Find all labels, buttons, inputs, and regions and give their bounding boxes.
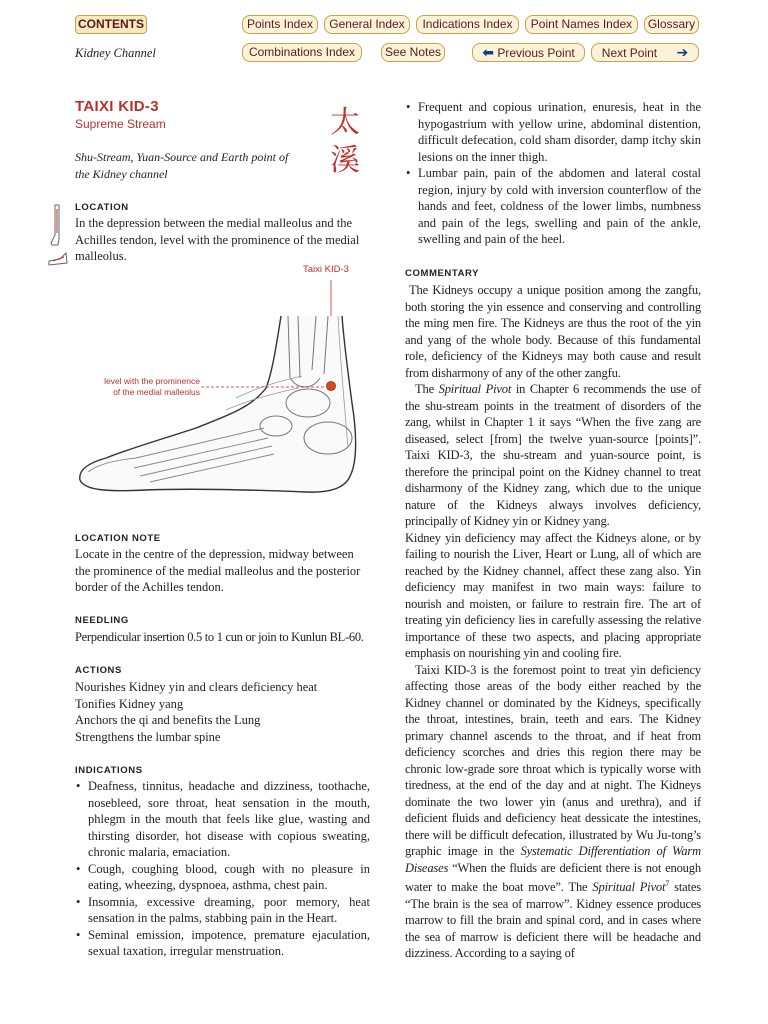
indication-item: • Lumbar pain, pain of the abdomen and lateral costal region, injury by cold with inversion counterflow of the hands and feet, coldness of the lower limbs, numbness and pain of the legs, swelling and pain of the ankle, swelling and pain of the heel.: [405, 165, 701, 248]
foot-illustration: [76, 278, 376, 500]
figure-level-label-2: of the medial malleolus: [113, 387, 200, 397]
footnote-ref[interactable]: 7: [665, 879, 670, 888]
point-subtitle: Supreme Stream: [75, 117, 166, 131]
see-notes-button[interactable]: See Notes: [381, 43, 445, 62]
arrow-left-icon: ⬅: [482, 44, 494, 60]
action-item: Strengthens the lumbar spine: [75, 729, 221, 744]
combinations-index-button[interactable]: Combinations Index: [242, 43, 362, 62]
arrow-right-icon: ➔: [676, 44, 689, 60]
needling-text: Perpendicular insertion 0.5 to 1 cun or join to Kunlun BL-60.: [75, 630, 364, 644]
chinese-char-2: 溪: [330, 143, 360, 178]
general-index-button[interactable]: General Index: [324, 15, 410, 34]
indication-item: • Cough, coughing blood, cough with no pleasure in eating, wheezing, dyspnoea, asthma, chest pain.: [75, 861, 370, 894]
commentary-paragraph-3: Kidney yin deficiency may affect the Kidneys alone, or by failing to nourish the Liver, Heart or Lung, all of which are reached by the Kidney channel, affect these zang also. Yin deficiency may manifest in two main ways: failure to nourish and moisten, or failure to restrain fire. The art of treating yin deficiency lies in carefully assessing the relative importance of these two aspects, and placing appropriate emphasis on nourishing yin and cooling fire.: [405, 530, 701, 660]
actions-heading: ACTIONS: [75, 665, 122, 676]
location-note-text: [75, 546, 370, 596]
indications-index-button[interactable]: Indications Index: [416, 15, 519, 34]
location-line: malleolus.: [75, 249, 127, 263]
commentary-text: [405, 282, 701, 962]
commentary-paragraph-2: [405, 381, 701, 530]
leg-thumbnail-icon: [46, 203, 68, 269]
indication-item: • Insomnia, excessive dreaming, poor memory, heat sensation in the palms, stabbing pain in the Heart.: [75, 894, 370, 927]
spiritual-pivot-title-2: Spiritual Pivot: [592, 880, 666, 895]
glossary-button[interactable]: Glossary: [644, 15, 699, 34]
action-item: Tonifies Kidney yang: [75, 696, 184, 711]
indication-item: • Deafness, tinnitus, headache and dizziness, toothache, nosebleed, sore throat, heat sensation in the mouth, phlegm in the mouth that feels like glue, wasting and thirsting disorder, hot disease with copious sweating, chronic malaria, emaciation.: [75, 778, 370, 861]
figure-level-label-1: level with the prominence: [104, 376, 200, 386]
location-note-line: the prominence of the medial malleolus and the posterior: [75, 563, 361, 578]
location-line: In the depression between the medial malleolus and the: [75, 216, 352, 230]
running-head: Kidney Channel: [75, 46, 156, 60]
commentary-p2-prefix: The: [415, 382, 439, 396]
next-point-label: Next Point: [601, 46, 658, 60]
indications-list-right: [405, 99, 701, 248]
category-line-1: Shu-Stream, Yuan-Source and Earth point of: [75, 150, 289, 164]
point-title: TAIXI KID-3: [75, 98, 159, 115]
previous-point-label: Previous Point: [497, 46, 575, 60]
commentary-heading: COMMENTARY: [405, 268, 480, 279]
indications-list-left: [75, 778, 370, 960]
needling-heading: NEEDLING: [75, 615, 129, 626]
chinese-char-1: 太: [330, 105, 360, 140]
location-note-line: Locate in the centre of the depression, midway between: [75, 547, 354, 561]
indication-item: • Seminal emission, impotence, premature ejaculation, sexual taxation, irregular menstruation.: [75, 927, 370, 960]
commentary-p4-a: Taixi KID-3 is the foremost point to treat yin deficiency affecting those areas of the body either reached by the Kidney channel or dominated by the Kidneys, specifically the throat, intestines, brain, teeth and ears. The Kidney primary channel ascends to the throat, and if heat from deficiency scorches and dries this region there may be chronic low-grade sore throat which is typically worse with tiredness, at the end of the day and at night. The Kidneys dominate the two lower yin (anus and urethra), and if deficient fluids and deficiency heat dessicate the intestines, there will be difficult defecation, illustrated by Wu Ju-tong’s graphic image in the: [405, 662, 701, 858]
figure-point-label: Taixi KID-3: [303, 264, 349, 275]
contents-button[interactable]: CONTENTS: [75, 15, 147, 34]
indication-item: • Frequent and copious urination, enuresis, heat in the hypogastrium with yellow urine, abdominal distention, difficult defecation, cold sham disorder, damp itchy skin lesions on the inner thigh.: [405, 99, 701, 165]
points-index-button[interactable]: Points Index: [242, 15, 318, 34]
previous-point-button[interactable]: [472, 43, 585, 62]
action-item: Nourishes Kidney yin and clears deficiency heat: [75, 680, 318, 694]
chinese-characters: [330, 104, 360, 180]
category-line-2: the Kidney channel: [75, 167, 168, 181]
actions-list: [75, 679, 370, 745]
location-text: [75, 215, 370, 265]
point-category: [75, 149, 315, 183]
location-note-heading: LOCATION NOTE: [75, 533, 161, 544]
action-item: Anchors the qi and benefits the Lung: [75, 713, 261, 727]
point-names-index-button[interactable]: Point Names Index: [525, 15, 638, 34]
commentary-p4-c: states “The brain is the sea of marrow”. Kidney essence produces marrow to fill the brain and spinal cord, and in cases where the sea of marrow is deficient there will be headache and dizziness. According to a saying of: [405, 880, 701, 961]
indications-heading: INDICATIONS: [75, 765, 143, 776]
location-note-line: border of the Achilles tendon.: [75, 580, 224, 594]
commentary-paragraph-1: The Kidneys occupy a unique position among the zangfu, both storing the yin essence and conserving and controlling the ming men fire. The Kidneys are thus the root of the yin and yang of the whole body. Because of this fundamental role, deficiency of the Kidneys may both cause and result from disharmony of any of the other zangfu.: [405, 283, 701, 380]
spiritual-pivot-title: Spiritual Pivot: [438, 382, 512, 396]
next-point-button[interactable]: [591, 43, 699, 62]
commentary-p2-rest: in Chapter 6 recommends the use of the shu-stream points in the treatment of disorders of the zang, whilst in Chapter 1 it says “When the five zang are diseased, select [from] the twelve yuan-source [points]”. Taixi KID-3, the shu-stream and yuan-source point, is therefore the principal point on the Kidney channel to treat disharmony of the Kidney zang, which due to the unique nature of the Kidneys always involves deficiency, principally of Kidney yin or Kidney yang.: [405, 382, 701, 528]
location-line: Achilles tendon, level with the prominence of the medial: [75, 232, 360, 247]
location-heading: LOCATION: [75, 202, 129, 213]
systematic-differentiation-title: Systematic Differentiation of Warm Diseases: [405, 844, 701, 875]
commentary-p4-b: “When the fluids are deficient there is not enough water to make the boat move”. The: [405, 860, 701, 895]
commentary-paragraph-4: [405, 662, 701, 962]
